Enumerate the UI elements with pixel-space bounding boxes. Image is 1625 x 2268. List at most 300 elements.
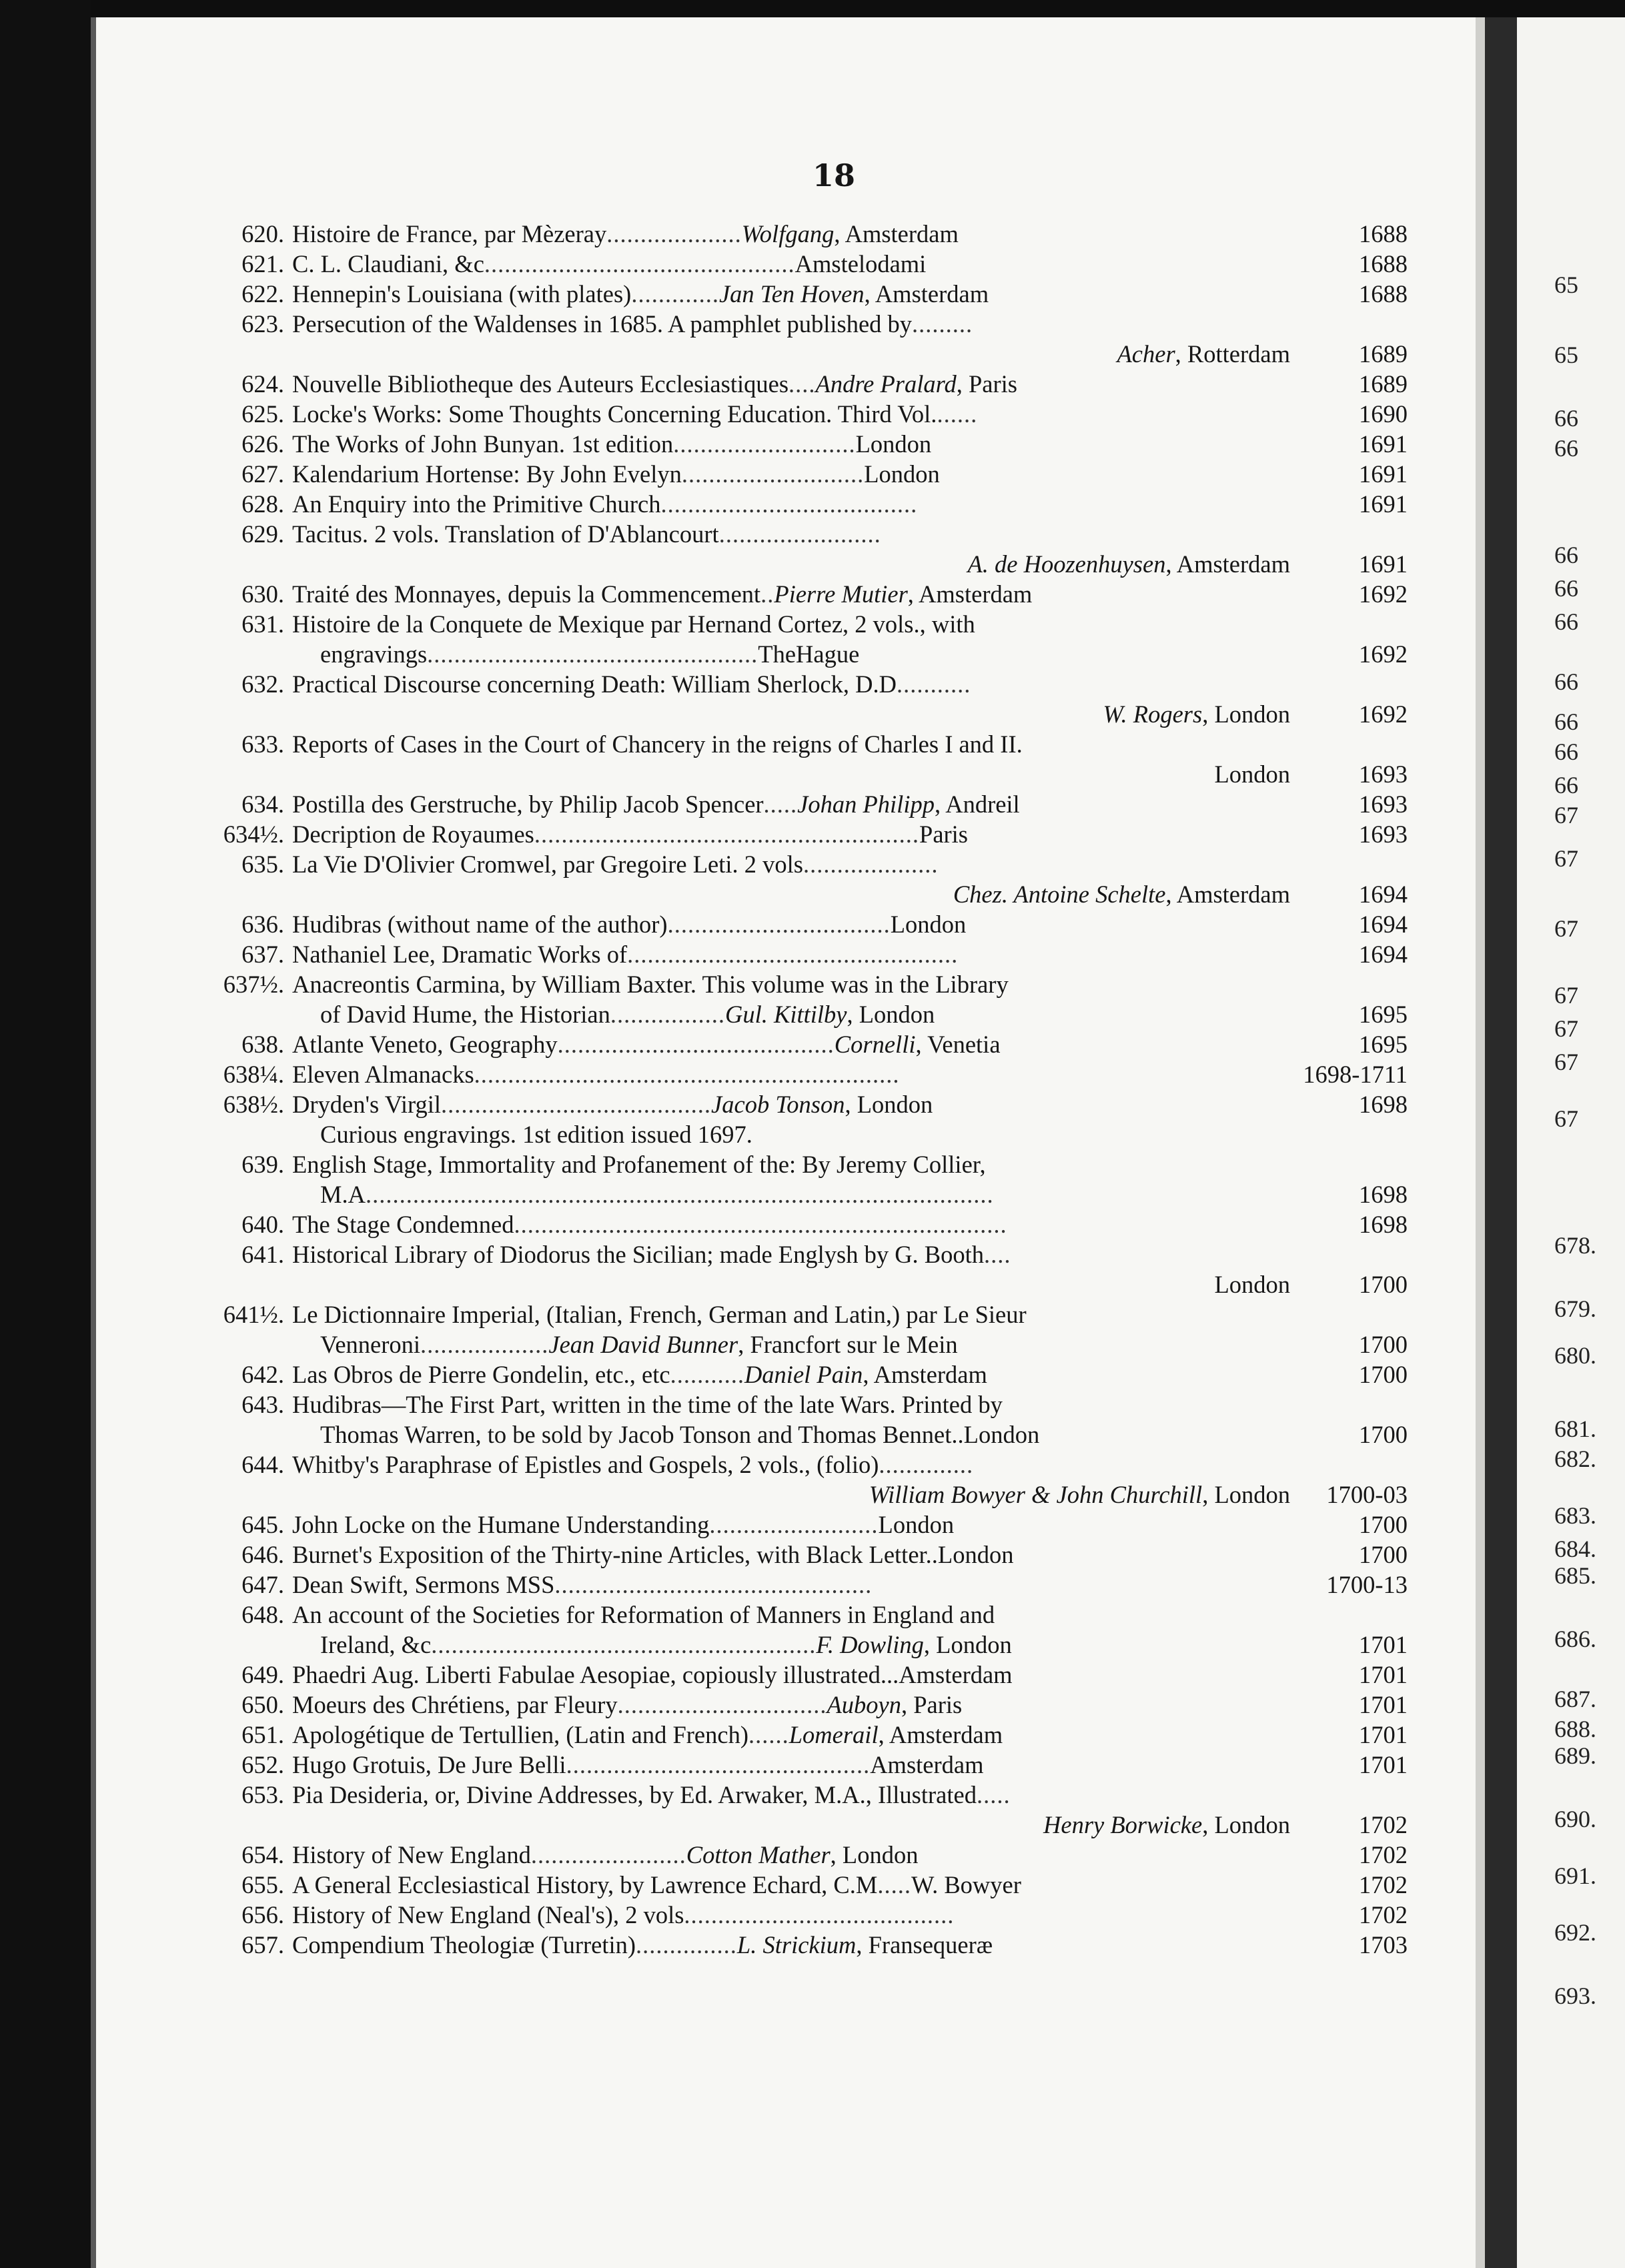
adjacent-entry-number: 67 xyxy=(1554,1049,1578,1075)
entry-line xyxy=(220,549,1408,579)
entry-line xyxy=(220,669,1408,699)
entry-number: 633. xyxy=(241,730,284,758)
entry-title: Hudibras—The First Part, written in the time of the late Wars. Printed by xyxy=(292,1391,1003,1418)
entry-title: Anacreontis Carmina, by William Baxter. This volume was in the Library xyxy=(292,971,1009,998)
catalogue-entry xyxy=(220,1510,1408,1540)
adjacent-entry-number: 65 xyxy=(1554,271,1578,298)
adjacent-entry-number: 691. xyxy=(1554,1862,1596,1889)
entry-line xyxy=(220,339,1408,369)
catalogue-entry xyxy=(220,729,1408,789)
entry-title: Tacitus. 2 vols. Translation of D'Ablancourt xyxy=(292,520,719,548)
catalogue-entry xyxy=(220,1900,1408,1930)
entry-line xyxy=(220,249,1408,279)
entry-number: 631. xyxy=(241,610,284,638)
entry-title: Historical Library of Diodorus the Sicilian; made Englysh by G. Booth xyxy=(292,1241,985,1268)
entry-number: 643. xyxy=(241,1391,284,1418)
adjacent-entry-number: 685. xyxy=(1554,1562,1596,1589)
adjacent-entry-number: 688. xyxy=(1554,1716,1596,1742)
entry-publisher: London xyxy=(1214,1271,1290,1298)
entry-year: 1694 xyxy=(1359,911,1408,938)
catalogue-entry xyxy=(220,1089,1408,1149)
entry-number: 627. xyxy=(241,460,284,488)
entry-publisher: William Bowyer & John Churchill, London xyxy=(869,1481,1290,1508)
entry-line xyxy=(220,1089,1408,1119)
adjacent-entry-number: 67 xyxy=(1554,802,1578,828)
entry-number: 622. xyxy=(241,280,284,308)
catalogue-entry xyxy=(220,1690,1408,1720)
entry-number: 646. xyxy=(241,1541,284,1568)
entry-line xyxy=(220,309,1408,339)
adjacent-entry-number: 66 xyxy=(1554,405,1578,432)
entry-line xyxy=(220,639,1408,669)
dot-leader: .............................................. xyxy=(484,250,795,277)
catalogue-entry xyxy=(220,1840,1408,1870)
entry-line xyxy=(220,219,1408,249)
catalogue-entry xyxy=(220,1570,1408,1600)
dot-leader: ......................................................... xyxy=(534,820,920,848)
entry-number: 640. xyxy=(241,1211,284,1238)
entry-year: 1701 xyxy=(1359,1661,1408,1688)
catalogue-entries xyxy=(220,219,1408,1993)
entry-title: Nouvelle Bibliotheque des Auteurs Ecclesiastiques xyxy=(292,370,789,398)
adjacent-entry-number: 66 xyxy=(1554,608,1578,635)
entry-line xyxy=(220,1570,1408,1600)
dot-leader: ......................................... xyxy=(557,1031,835,1058)
entry-title: Kalendarium Hortense: By John Evelyn xyxy=(292,460,682,488)
entry-publisher: Paris xyxy=(919,820,969,848)
entry-line xyxy=(220,1540,1408,1570)
entry-number: 625. xyxy=(241,400,284,428)
entry-number: 649. xyxy=(241,1661,284,1688)
entry-number: 628. xyxy=(241,490,284,518)
entry-year: 1700 xyxy=(1359,1421,1408,1448)
entry-publisher: Jean David Bunner, Francfort sur le Mein xyxy=(548,1331,958,1358)
entry-year: 1700 xyxy=(1359,1541,1408,1568)
entry-line xyxy=(220,1209,1408,1239)
entry-title: Thomas Warren, to be sold by Jacob Tonson and Thomas Bennet.. xyxy=(320,1421,964,1448)
adjacent-entry-number: 680. xyxy=(1554,1342,1596,1369)
entry-title: Locke's Works: Some Thoughts Concerning Education. Third Vol. xyxy=(292,400,937,428)
entry-publisher: Amsterdam xyxy=(899,1661,1013,1688)
binding-shadow xyxy=(1476,17,1485,2268)
entry-line xyxy=(220,1930,1408,1960)
entry-number: 636. xyxy=(241,911,284,938)
entry-line xyxy=(220,519,1408,549)
adjacent-entry-number: 66 xyxy=(1554,435,1578,462)
entry-line xyxy=(220,1389,1408,1420)
dot-leader: ........................ xyxy=(718,520,881,548)
catalogue-entry xyxy=(220,909,1408,939)
scan-border-top xyxy=(0,0,1625,17)
entry-number: 638. xyxy=(241,1031,284,1058)
entry-number: 639. xyxy=(241,1151,284,1178)
entry-number: 655. xyxy=(241,1871,284,1898)
entry-line xyxy=(220,1450,1408,1480)
entry-year: 1688 xyxy=(1359,280,1408,308)
catalogue-entry xyxy=(220,1450,1408,1510)
adjacent-entry-number: 66 xyxy=(1554,575,1578,602)
dot-leader: ............................................... xyxy=(554,1571,873,1598)
entry-year: 1703 xyxy=(1359,1931,1408,1958)
entry-publisher: London xyxy=(937,1541,1014,1568)
entry-line xyxy=(220,1269,1408,1299)
entry-line xyxy=(220,969,1408,999)
dot-leader: ............................................. xyxy=(566,1751,871,1778)
entry-publisher: Andre Pralard, Paris xyxy=(815,370,1017,398)
entry-number: 650. xyxy=(241,1691,284,1718)
entry-line xyxy=(220,1660,1408,1690)
catalogue-entry xyxy=(220,579,1408,609)
dot-leader: ...... xyxy=(748,1721,789,1748)
entry-year: 1689 xyxy=(1359,340,1408,368)
entry-year: 1692 xyxy=(1359,700,1408,728)
entry-year: 1691 xyxy=(1359,460,1408,488)
entry-number: 637½. xyxy=(223,971,284,998)
entry-publisher: Amsterdam xyxy=(870,1751,984,1778)
entry-title: Reports of Cases in the Court of Chancery in the reigns of Charles I and II. xyxy=(292,730,1023,758)
catalogue-entry xyxy=(220,1930,1408,1960)
entry-number: 624. xyxy=(241,370,284,398)
entry-line xyxy=(220,1420,1408,1450)
catalogue-entry xyxy=(220,1389,1408,1450)
dot-leader: ........................................ xyxy=(684,1901,955,1928)
entry-title: M.A xyxy=(320,1181,366,1208)
entry-publisher: Acher, Rotterdam xyxy=(1117,340,1290,368)
entry-line xyxy=(220,279,1408,309)
entry-title: Moeurs des Chrétiens, par Fleury xyxy=(292,1691,618,1718)
entry-title: History of New England (Neal's), 2 vols xyxy=(292,1901,684,1928)
entry-title: An account of the Societies for Reformation of Manners in England and xyxy=(292,1601,995,1628)
entry-publisher: W. Bowyer xyxy=(911,1871,1021,1898)
catalogue-entry xyxy=(220,219,1408,249)
entry-line xyxy=(220,1059,1408,1089)
entry-number: 647. xyxy=(241,1571,284,1598)
catalogue-entry xyxy=(220,669,1408,729)
dot-leader: ............................................................... xyxy=(474,1061,900,1088)
entry-number: 648. xyxy=(241,1601,284,1628)
entry-line xyxy=(220,489,1408,519)
adjacent-entry-number: 66 xyxy=(1554,542,1578,568)
entry-title: The Stage Condemned xyxy=(292,1211,514,1238)
entry-line xyxy=(220,1780,1408,1810)
catalogue-entry xyxy=(220,279,1408,309)
entry-number: 644. xyxy=(241,1451,284,1478)
catalogue-entry xyxy=(220,819,1408,849)
entry-title: A General Ecclesiastical History, by Lawrence Echard, C.M xyxy=(292,1871,878,1898)
catalogue-entry xyxy=(220,1600,1408,1660)
entry-line xyxy=(220,459,1408,489)
entry-line xyxy=(220,729,1408,759)
entry-title: Atlante Veneto, Geography xyxy=(292,1031,558,1058)
entry-title: La Vie D'Olivier Cromwel, par Gregoire Leti. 2 vols xyxy=(292,851,803,878)
adjacent-entry-number: 682. xyxy=(1554,1446,1596,1472)
entry-line xyxy=(220,909,1408,939)
entry-number: 638¼. xyxy=(223,1061,284,1088)
entry-year: 1698 xyxy=(1359,1181,1408,1208)
entry-publisher: Pierre Mutier, Amsterdam xyxy=(774,580,1033,608)
adjacent-entry-number: 679. xyxy=(1554,1295,1596,1322)
adjacent-entry-number: 66 xyxy=(1554,772,1578,798)
entry-number: 620. xyxy=(241,220,284,247)
catalogue-entry xyxy=(220,1209,1408,1239)
entry-year: 1695 xyxy=(1359,1031,1408,1058)
entry-title: Dryden's Virgil xyxy=(292,1091,442,1118)
entry-line xyxy=(220,819,1408,849)
catalogue-entry xyxy=(220,1780,1408,1840)
entry-line xyxy=(220,1480,1408,1510)
entry-title: Le Dictionnaire Imperial, (Italian, French, German and Latin,) par Le Sieur xyxy=(292,1301,1027,1328)
catalogue-entry xyxy=(220,1720,1408,1750)
catalogue-entry xyxy=(220,1750,1408,1780)
entry-publisher: London xyxy=(1214,760,1290,788)
entry-line xyxy=(220,699,1408,729)
entry-number: 626. xyxy=(241,430,284,458)
adjacent-entry-number: 693. xyxy=(1554,1982,1596,2009)
entry-year: 1693 xyxy=(1359,790,1408,818)
entry-line xyxy=(220,999,1408,1029)
entry-year: 1694 xyxy=(1359,881,1408,908)
dot-leader: ......... xyxy=(912,310,973,338)
entry-year: 1691 xyxy=(1359,490,1408,518)
entry-line xyxy=(220,1029,1408,1059)
adjacent-entry-number: 689. xyxy=(1554,1742,1596,1769)
entry-publisher: L. Strickium, Fransequeræ xyxy=(736,1931,993,1958)
entry-title: Hudibras (without name of the author) xyxy=(292,911,668,938)
dot-leader: ........................................ xyxy=(441,1091,712,1118)
entry-line xyxy=(220,879,1408,909)
entry-year: 1701 xyxy=(1359,1631,1408,1658)
dot-leader: .... xyxy=(984,1241,1011,1268)
entry-year: 1702 xyxy=(1359,1901,1408,1928)
entry-publisher: Jacob Tonson, London xyxy=(711,1091,933,1118)
entry-title: Traité des Monnayes, depuis la Commencement xyxy=(292,580,761,608)
adjacent-entry-number: 686. xyxy=(1554,1626,1596,1652)
entry-publisher: TheHague xyxy=(758,640,860,668)
entry-year: 1689 xyxy=(1359,370,1408,398)
entry-line xyxy=(220,369,1408,399)
entry-number: 656. xyxy=(241,1901,284,1928)
entry-number: 642. xyxy=(241,1361,284,1388)
entry-number: 630. xyxy=(241,580,284,608)
dot-leader: ........... xyxy=(897,670,971,698)
entry-number: 641. xyxy=(241,1241,284,1268)
entry-year: 1695 xyxy=(1359,1001,1408,1028)
entry-publisher: London xyxy=(878,1511,955,1538)
entry-line xyxy=(220,1119,1408,1149)
dot-leader: ............. xyxy=(631,280,719,308)
entry-title: Pia Desideria, or, Divine Addresses, by Ed. Arwaker, M.A., Illustrated xyxy=(292,1781,977,1808)
entry-title: Ireland, &c xyxy=(320,1631,432,1658)
entry-year: 1698 xyxy=(1359,1211,1408,1238)
entry-title: Whitby's Paraphrase of Epistles and Gospels, 2 vols., (folio) xyxy=(292,1451,879,1478)
entry-title: Nathaniel Lee, Dramatic Works of xyxy=(292,941,628,968)
entry-title: of David Hume, the Historian xyxy=(320,1001,610,1028)
entry-title: C. L. Claudiani, &c xyxy=(292,250,484,277)
entry-line xyxy=(220,789,1408,819)
entry-publisher: Cornelli, Venetia xyxy=(834,1031,1001,1058)
entry-line xyxy=(220,1299,1408,1329)
entry-line xyxy=(220,759,1408,789)
entry-year: 1692 xyxy=(1359,580,1408,608)
entry-line xyxy=(220,1630,1408,1660)
dot-leader: ...................................... xyxy=(660,490,918,518)
entry-title: Phaedri Aug. Liberti Fabulae Aesopiae, copiously illustrated... xyxy=(292,1661,899,1688)
dot-leader: ......................................................................... xyxy=(514,1211,1007,1238)
entry-year: 1701 xyxy=(1359,1721,1408,1748)
adjacent-entry-number: 67 xyxy=(1554,845,1578,872)
entry-title: Histoire de France, par Mèzeray xyxy=(292,220,607,247)
entry-line xyxy=(220,939,1408,969)
entry-title: Compendium Theologiæ (Turretin) xyxy=(292,1931,636,1958)
entry-year: 1694 xyxy=(1359,941,1408,968)
entry-year: 1700 xyxy=(1359,1271,1408,1298)
dot-leader: .................... xyxy=(606,220,742,247)
entry-year: 1693 xyxy=(1359,760,1408,788)
entry-line xyxy=(220,1329,1408,1359)
entry-title: An Enquiry into the Primitive Church xyxy=(292,490,661,518)
entry-publisher: Cotton Mather, London xyxy=(686,1841,919,1868)
entry-title: Practical Discourse concerning Death: William Sherlock, D.D xyxy=(292,670,897,698)
adjacent-entry-number: 67 xyxy=(1554,1015,1578,1042)
entry-publisher: Lomerail, Amsterdam xyxy=(788,1721,1003,1748)
dot-leader: ............................... xyxy=(617,1691,827,1718)
entry-year: 1700 xyxy=(1359,1331,1408,1358)
entry-title: Venneroni xyxy=(320,1331,421,1358)
dot-leader: .................... xyxy=(802,851,939,878)
entry-line xyxy=(220,1810,1408,1840)
entry-publisher: W. Rogers, London xyxy=(1103,700,1290,728)
dot-leader: .............. xyxy=(879,1451,974,1478)
entry-title: Dean Swift, Sermons MSS xyxy=(292,1571,555,1598)
entry-number: 632. xyxy=(241,670,284,698)
entry-number: 634½. xyxy=(223,820,284,848)
dot-leader: ............... xyxy=(636,1931,737,1958)
entry-line xyxy=(220,1870,1408,1900)
entry-publisher: Henry Borwicke, London xyxy=(1043,1811,1290,1838)
entry-title: Postilla des Gerstruche, by Philip Jacob Spencer xyxy=(292,790,764,818)
entry-number: 657. xyxy=(241,1931,284,1958)
entry-line xyxy=(220,1690,1408,1720)
entry-number: 621. xyxy=(241,250,284,277)
entry-publisher: London xyxy=(890,911,967,938)
entry-year: 1693 xyxy=(1359,820,1408,848)
entry-line xyxy=(220,1239,1408,1269)
entry-number: 654. xyxy=(241,1841,284,1868)
catalogue-entry xyxy=(220,1299,1408,1359)
entry-publisher: F. Dowling, London xyxy=(816,1631,1012,1658)
entry-year: 1700 xyxy=(1359,1361,1408,1388)
dot-leader: ......................... xyxy=(709,1511,879,1538)
entry-publisher: Chez. Antoine Schelte, Amsterdam xyxy=(953,881,1290,908)
entry-year: 1688 xyxy=(1359,250,1408,277)
adjacent-entry-number: 681. xyxy=(1554,1415,1596,1442)
dot-leader: .. xyxy=(760,580,774,608)
catalogue-entry xyxy=(220,429,1408,459)
dot-leader: ......................................................... xyxy=(431,1631,817,1658)
entry-line xyxy=(220,1179,1408,1209)
entry-title: The Works of John Bunyan. 1st edition xyxy=(292,430,674,458)
entry-number: 629. xyxy=(241,520,284,548)
entry-line xyxy=(220,429,1408,459)
dot-leader: ........................... xyxy=(673,430,856,458)
adjacent-entry-number: 687. xyxy=(1554,1686,1596,1712)
entry-year: 1700-13 xyxy=(1326,1571,1408,1598)
entry-line xyxy=(220,1900,1408,1930)
entry-publisher: A. de Hoozenhuysen, Amsterdam xyxy=(967,550,1290,578)
entry-line xyxy=(220,1720,1408,1750)
entry-publisher: Daniel Pain, Amsterdam xyxy=(744,1361,987,1388)
catalogue-entry xyxy=(220,1029,1408,1059)
scan-page-edge xyxy=(91,17,96,2268)
catalogue-entry xyxy=(220,1660,1408,1690)
entry-publisher: Auboyn, Paris xyxy=(827,1691,963,1718)
entry-number: 623. xyxy=(241,310,284,338)
dot-leader: ..... xyxy=(763,790,798,818)
entry-number: 637. xyxy=(241,941,284,968)
adjacent-entry-number: 67 xyxy=(1554,982,1578,1009)
dot-leader: ................................................. xyxy=(627,941,959,968)
entry-year: 1702 xyxy=(1359,1871,1408,1898)
entry-year: 1692 xyxy=(1359,640,1408,668)
entry-publisher: Jan Ten Hoven, Amsterdam xyxy=(718,280,989,308)
catalogue-entry xyxy=(220,939,1408,969)
dot-leader: ................. xyxy=(610,1001,725,1028)
entry-year: 1701 xyxy=(1359,1751,1408,1778)
entry-line xyxy=(220,609,1408,639)
entry-title: Hugo Grotuis, De Jure Belli xyxy=(292,1751,566,1778)
entry-number: 651. xyxy=(241,1721,284,1748)
entry-year: 1702 xyxy=(1359,1841,1408,1868)
catalogue-entry xyxy=(220,309,1408,369)
book-gutter xyxy=(1485,17,1517,2268)
entry-title: Las Obros de Pierre Gondelin, etc., etc xyxy=(292,1361,670,1388)
entry-year: 1700-03 xyxy=(1326,1481,1408,1508)
entry-year: 1701 xyxy=(1359,1691,1408,1718)
catalogue-entry xyxy=(220,249,1408,279)
adjacent-entry-number: 67 xyxy=(1554,915,1578,942)
page-number: 18 xyxy=(812,157,855,193)
adjacent-entry-number: 67 xyxy=(1554,1105,1578,1132)
dot-leader: ..... xyxy=(877,1871,911,1898)
entry-year: 1698-1711 xyxy=(1303,1061,1408,1088)
dot-leader: ................................................. xyxy=(427,640,758,668)
catalogue-entry xyxy=(220,1359,1408,1389)
entry-line xyxy=(220,1750,1408,1780)
catalogue-entry xyxy=(220,1540,1408,1570)
entry-title: History of New England xyxy=(292,1841,531,1868)
entry-number: 638½. xyxy=(223,1091,284,1118)
dot-leader: ............................................................................................. xyxy=(365,1181,994,1208)
entry-line xyxy=(220,1840,1408,1870)
adjacent-entry-number: 683. xyxy=(1554,1502,1596,1529)
catalogue-entry xyxy=(220,399,1408,429)
catalogue-entry xyxy=(220,1149,1408,1209)
entry-title: Histoire de la Conquete de Mexique par Hernand Cortez, 2 vols., with xyxy=(292,610,975,638)
entry-line xyxy=(220,1149,1408,1179)
catalogue-entry xyxy=(220,1239,1408,1299)
entry-title: Eleven Almanacks xyxy=(292,1061,474,1088)
entry-publisher: London xyxy=(963,1421,1040,1448)
entry-line xyxy=(220,1600,1408,1630)
entry-number: 645. xyxy=(241,1511,284,1538)
entry-publisher: London xyxy=(864,460,940,488)
entry-title: Apologétique de Tertullien, (Latin and French) xyxy=(292,1721,748,1748)
scan-border-left xyxy=(0,0,91,2268)
entry-title: English Stage, Immortality and Profanement of the: By Jeremy Collier, xyxy=(292,1151,986,1178)
adjacent-entry-number: 684. xyxy=(1554,1536,1596,1562)
adjacent-page-fragment xyxy=(1517,17,1625,2268)
entry-line xyxy=(220,849,1408,879)
